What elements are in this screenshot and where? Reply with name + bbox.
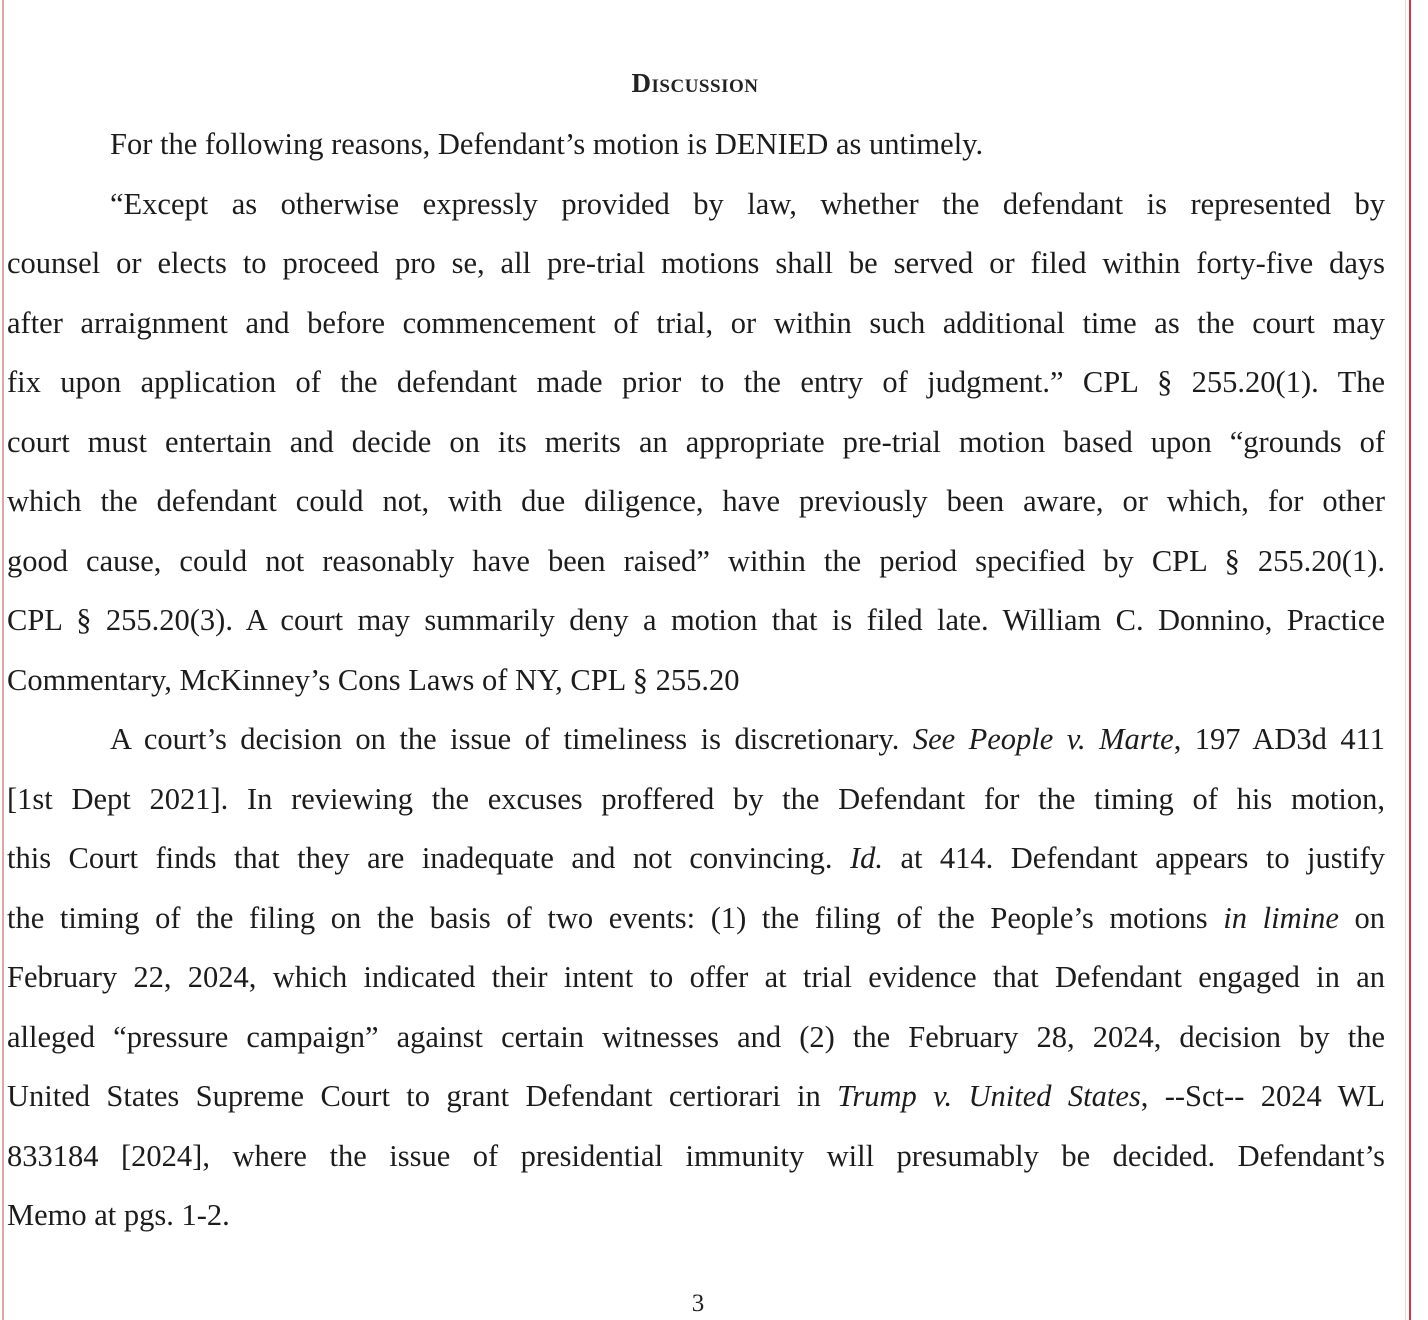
text-line [7,532,1385,592]
text-segment: counsel or elects to proceed pro se, all pre-trial motions shall be served or filed within forty-five days [7,246,1385,280]
text-segment: fix upon application of the defendant made prior to the entry of judgment.” CPL § 255.20(1). The [7,365,1385,399]
text-segment: February 22, 2024, which indicated their intent to offer at trial evidence that Defendant engaged in an [7,960,1385,994]
paragraph [7,175,1385,711]
text-segment: Commentary, McKinney’s Cons Laws of NY, CPL § 255.20 [7,662,740,697]
text-segment: this Court finds that they are inadequate and not convincing. [7,841,850,875]
text-segment: after arraignment and before commencement of trial, or within such additional time as the court may [7,305,1385,340]
text-segment: , --Sct-- 2024 WL [1140,1079,1385,1113]
text-segment: which the defendant could not, with due diligence, have previously been aware, or which, for other [7,484,1385,518]
text-segment: good cause, could not reasonably have been raised” within the period specified by CPL § 255.20(1). [7,543,1385,578]
text-segment: on [1338,900,1385,935]
text-segment: “Except as otherwise expressly provided by law, whether the defendant is represented by [110,186,1385,221]
text-line [7,829,1385,889]
text-line [7,1067,1385,1127]
italic-citation: Id. [849,841,883,875]
text-line [7,353,1385,413]
italic-citation: See People v. Marte [912,722,1174,756]
text-line [7,591,1385,651]
paragraph [7,115,1385,175]
text-segment: United States Supreme Court to grant Defendant certiorari in [7,1079,838,1113]
text-line [7,234,1385,294]
text-line [7,413,1385,473]
page-number: 3 [691,1290,705,1317]
text-segment: For the following reasons, Defendant’s motion is DENIED as untimely. [110,127,984,161]
right-margin-rule [1409,0,1411,1320]
text-line [7,472,1385,532]
text-line [7,651,1385,711]
text-line [7,770,1385,830]
text-segment: Memo at pgs. 1-2. [7,1198,230,1232]
text-line [7,710,1385,770]
paragraph [7,710,1385,1246]
text-segment: CPL § 255.20(3). A court may summarily deny a motion that is filed late. William C. Donnino, Practice [7,603,1385,637]
right-margin-rule-shadow [1405,0,1406,1320]
text-line [7,115,1385,175]
text-line [7,294,1385,354]
text-line [7,1127,1385,1187]
section-heading: Discussion [631,68,759,98]
text-segment: the timing of the filing on the basis of two events: (1) the filing of the People’s motions [7,900,1224,935]
italic-citation: in limine [1223,900,1339,935]
text-segment: , 197 AD3d 411 [1173,722,1385,756]
text-segment: court must entertain and decide on its merits an appropriate pre-trial motion based upon “grounds of [7,424,1385,459]
left-margin-rule [2,0,4,1320]
text-line [7,175,1385,235]
text-segment: A court’s decision on the issue of timeliness is discretionary. [110,722,913,756]
text-line [7,948,1385,1008]
text-segment: [1st Dept 2021]. In reviewing the excuses proffered by the Defendant for the timing of his motion, [7,781,1385,816]
text-segment: at 414. Defendant appears to justify [882,841,1385,875]
italic-citation: Trump v. United States [837,1079,1141,1113]
text-segment: alleged “pressure campaign” against certain witnesses and (2) the February 28, 2024, decision by the [7,1019,1385,1054]
text-line [7,889,1385,949]
text-segment: 833184 [2024], where the issue of presidential immunity will presumably be decided. Defendant’s [7,1138,1385,1173]
text-line [7,1008,1385,1068]
text-line [7,1186,1385,1246]
body-text [7,115,1385,1246]
